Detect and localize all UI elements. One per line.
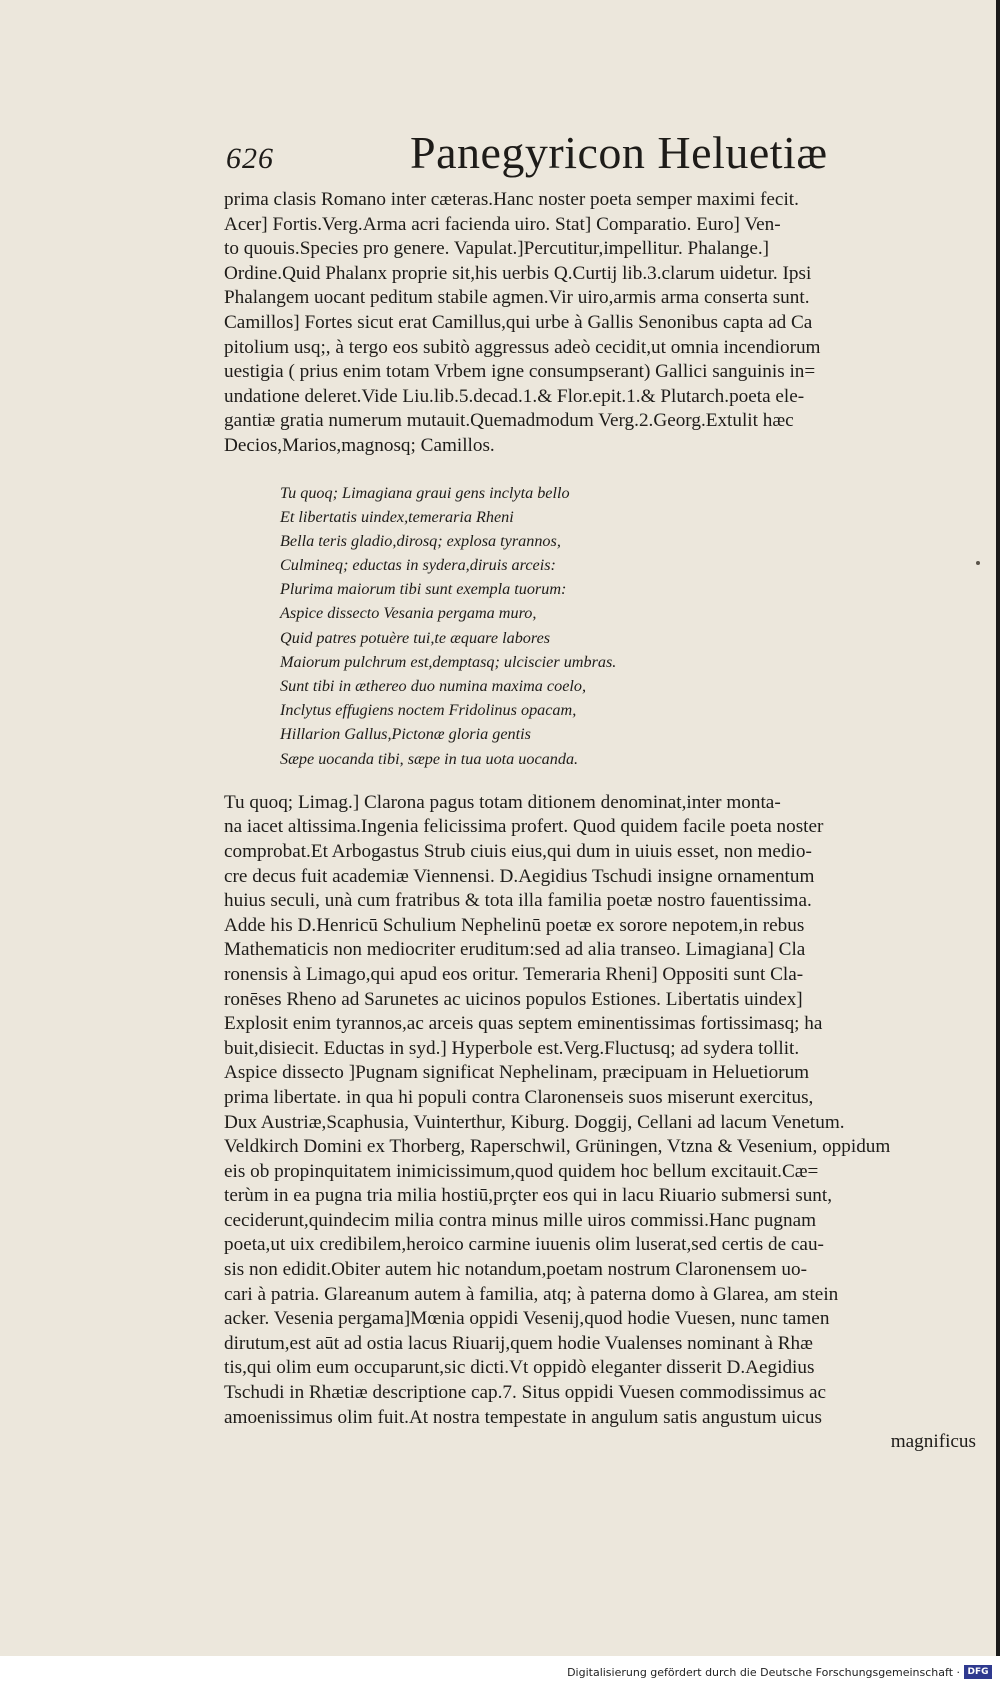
text-line: acker. Vesenia pergama]Mœnia oppidi Vesenij,quod hodie Vuesen, nunc tamen [224, 1308, 830, 1330]
digitization-footer [0, 1656, 1000, 1690]
verse-line: Maiorum pulchrum est,demptasq; ulciscier umbras. [280, 652, 617, 671]
funding-credit: Digitalisierung gefördert durch die Deutsche Forschungsgemeinschaft · [567, 1666, 960, 1679]
text-line: dirutum,est aūt ad ostia lacus Riuarij,quem hodie Vualenses nominant à Rhæ [224, 1332, 813, 1354]
verse-line: Plurima maiorum tibi sunt exempla tuorum: [280, 580, 567, 599]
text-line: na iacet altissima.Ingenia felicissima profert. Quod quidem facile poeta noster [224, 816, 824, 838]
text-line: sis non edidit.Obiter autem hic notandum,poetam nostrum Claronensem uo- [224, 1259, 807, 1281]
page-content [224, 128, 976, 1455]
text-line: Veldkirch Domini ex Thorberg, Raperschwil, Grüningen, Vtzna & Vesenium, oppidum [224, 1136, 891, 1158]
text-line: Adde his D.Henricū Schulium Nephelinū poetæ ex sorore nepotem,in rebus [224, 914, 805, 936]
text-line: gantiæ gratia numerum mutauit.Quemadmodum Verg.2.Georg.Extulit hæc [224, 410, 794, 432]
running-title: Panegyricon Heluetiæ [410, 127, 828, 178]
verse-line: Culmineq; eductas in sydera,diruis arceis: [280, 556, 556, 575]
text-line: poeta,ut uix credibilem,heroico carmine iuuenis olim luserat,sed certis de cau- [224, 1234, 824, 1256]
verse-line: Et libertatis uindex,temeraria Rheni [280, 507, 514, 526]
verse-line: Quid patres potuère tui,te æquare labores [280, 628, 551, 647]
text-line: Mathematicis non mediocriter eruditum:sed ad alia transeo. Limagiana] Cla [224, 939, 806, 961]
verse-line: Sæpe uocanda tibi, sæpe in tua uota uocanda. [280, 749, 579, 768]
verse-line: Tu quoq; Limagiana graui gens inclyta bello [280, 483, 570, 502]
text-line: pitolium usq;, à tergo eos subitò aggressus adeò cecidit,ut omnia incendiorum [224, 336, 821, 358]
text-line: ronēses Rheno ad Sarunetes ac uicinos populos Estiones. Libertatis uindex] [224, 988, 803, 1010]
text-line: Tschudi in Rhætiæ descriptione cap.7. Situs oppidi Vuesen commodissimus ac [224, 1382, 827, 1404]
text-line: uestigia ( prius enim totam Vrbem igne consumpserant) Gallici sanguinis in= [224, 361, 816, 383]
text-line: comprobat.Et Arbogastus Strub ciuis eius,qui dum in uiuis esset, non medio- [224, 840, 812, 862]
commentary-bottom [224, 791, 976, 1455]
text-line: Acer] Fortis.Verg.Arma acri facienda uiro. Stat] Comparatio. Euro] Ven- [224, 213, 781, 235]
text-line: amoenissimus olim fuit.At nostra tempestate in angulum satis angustum uicus [224, 1406, 822, 1428]
dfg-logo-icon: DFG [964, 1665, 992, 1679]
text-line: Aspice dissecto ]Pugnam significat Nephelinam, præcipuam in Heluetiorum [224, 1062, 810, 1084]
text-line: Explosit enim tyrannos,ac arceis quas septem eminentissimas fortissimasq; ha [224, 1013, 823, 1035]
text-line: ceciderunt,quindecim milia contra minus mille uiros commissi.Hanc pugnam [224, 1209, 817, 1231]
text-line: cre decus fuit academiæ Viennensi. D.Aegidius Tschudi insigne ornamentum [224, 865, 815, 887]
verse-line: Aspice dissecto Vesania pergama muro, [280, 604, 537, 623]
text-line: prima libertate. in qua hi populi contra Claronenseis suos miserunt exercitus, [224, 1086, 814, 1108]
text-line: buit,disiecit. Eductas in syd.] Hyperbole est.Verg.Fluctusq; ad sydera tollit. [224, 1037, 800, 1059]
commentary-top [224, 188, 976, 459]
catchword: magnificus [890, 1431, 976, 1453]
text-line: ronensis à Limago,qui apud eos oritur. Temeraria Rheni] Oppositi sunt Cla- [224, 963, 804, 985]
text-line: cari à patria. Glareanum autem à familia, atq; à paterna domo à Glarea, am stein [224, 1283, 839, 1305]
text-line: Tu quoq; Limag.] Clarona pagus totam ditionem denominat,inter monta- [224, 791, 781, 813]
verse-line: Sunt tibi in æthereo duo numina maxima coelo, [280, 677, 587, 696]
verse-line: Bella teris gladio,dirosq; explosa tyrannos, [280, 531, 561, 550]
text-line: Decios,Marios,magnosq; Camillos. [224, 434, 495, 456]
text-line: undatione deleret.Vide Liu.lib.5.decad.1.& Flor.epit.1.& Plutarch.poeta ele- [224, 385, 805, 407]
verse-block [280, 481, 976, 771]
text-line: tis,qui olim eum occuparunt,sic dicti.Vt oppidò eleganter disserit D.Aegidius [224, 1357, 815, 1379]
text-line: to quouis.Species pro genere. Vapulat.]Percutitur,impellitur. Phalange.] [224, 238, 770, 260]
verse-line: Inclytus effugiens noctem Fridolinus opacam, [280, 701, 577, 720]
text-line: prima clasis Romano inter cæteras.Hanc noster poeta semper maximi fecit. [224, 189, 799, 210]
text-line: terùm in ea pugna tria milia hostiū,prçter eos qui in lacu Riuario submersi sunt, [224, 1185, 833, 1207]
text-line: huius seculi, unà cum fratribus & tota illa familia poetæ nostro fauentissima. [224, 890, 812, 912]
verse-line: Hillarion Gallus,Pictonæ gloria gentis [280, 725, 531, 744]
text-line: eis ob propinquitatem inimicissimum,quod quidem hoc bellum excitauit.Cæ= [224, 1160, 819, 1182]
scan-edge [996, 0, 1000, 1656]
text-line: Dux Austriæ,Scaphusia, Vuinterthur, Kiburg. Doggij, Cellani ad lacum Venetum. [224, 1111, 845, 1133]
page-number: 626 [226, 142, 274, 175]
text-line: Camillos] Fortes sicut erat Camillus,qui urbe à Gallis Senonibus capta ad Ca [224, 311, 813, 333]
page-header [224, 128, 976, 188]
text-line: Phalangem uocant peditum stabile agmen.Vir uiro,armis arma conserta sunt. [224, 287, 810, 309]
text-line: Ordine.Quid Phalanx proprie sit,his uerbis Q.Curtij lib.3.clarum uidetur. Ipsi [224, 262, 812, 284]
ink-speck [976, 561, 980, 565]
